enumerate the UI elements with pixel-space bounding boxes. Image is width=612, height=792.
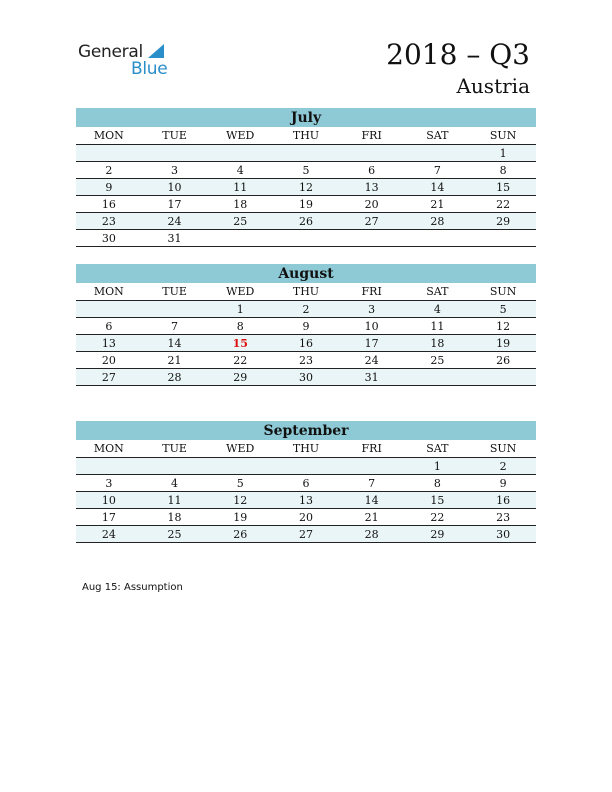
week-row (76, 526, 536, 543)
weekday-header: SAT (405, 127, 471, 145)
weekday-header: MON (76, 440, 142, 458)
day-cell: 11 (405, 318, 471, 335)
day-cell: 23 (273, 352, 339, 369)
month-calendar-september (76, 421, 536, 543)
day-cell: 30 (273, 369, 339, 386)
day-cell: 12 (207, 492, 273, 509)
day-cell: 20 (76, 352, 142, 369)
day-cell: 13 (339, 179, 405, 196)
day-cell: 11 (142, 492, 208, 509)
day-cell: 17 (339, 335, 405, 352)
weekday-header: SUN (470, 127, 536, 145)
day-cell: 29 (470, 213, 536, 230)
logo-word-blue: Blue (131, 59, 168, 79)
day-cell: 27 (339, 213, 405, 230)
day-cell: 1 (405, 458, 471, 475)
day-cell: 16 (273, 335, 339, 352)
logo-word-general: General (78, 42, 143, 62)
weekday-header: SUN (470, 283, 536, 301)
day-cell: 5 (470, 301, 536, 318)
weekday-header: FRI (339, 440, 405, 458)
day-cell (470, 230, 536, 247)
week-row (76, 196, 536, 213)
day-cell: 2 (76, 162, 142, 179)
weekday-header: THU (273, 283, 339, 301)
weekday-header: SAT (405, 283, 471, 301)
week-row (76, 162, 536, 179)
week-row (76, 509, 536, 526)
day-cell: 25 (405, 352, 471, 369)
day-cell (405, 145, 471, 162)
day-cell (405, 369, 471, 386)
day-cell: 14 (339, 492, 405, 509)
day-cell: 28 (405, 213, 471, 230)
weekday-header: WED (207, 283, 273, 301)
day-cell: 4 (207, 162, 273, 179)
day-cell: 15 (470, 179, 536, 196)
day-cell: 29 (207, 369, 273, 386)
day-cell: 31 (142, 230, 208, 247)
day-cell: 24 (76, 526, 142, 543)
month-grid (76, 440, 536, 543)
day-cell: 3 (142, 162, 208, 179)
day-cell: 9 (273, 318, 339, 335)
day-cell (207, 458, 273, 475)
day-cell: 6 (339, 162, 405, 179)
holiday-day-cell: 15 (207, 335, 273, 352)
day-cell: 25 (142, 526, 208, 543)
day-cell (76, 458, 142, 475)
weekday-header: MON (76, 127, 142, 145)
day-cell (207, 145, 273, 162)
day-cell: 28 (339, 526, 405, 543)
weekday-header: WED (207, 127, 273, 145)
month-name: September (76, 421, 536, 440)
day-cell: 6 (273, 475, 339, 492)
day-cell: 22 (405, 509, 471, 526)
day-cell: 22 (207, 352, 273, 369)
day-cell (470, 369, 536, 386)
day-cell: 4 (405, 301, 471, 318)
week-row (76, 335, 536, 352)
day-cell (339, 230, 405, 247)
day-cell: 17 (142, 196, 208, 213)
day-cell (76, 301, 142, 318)
logo-triangle-icon (148, 44, 164, 58)
day-cell: 7 (142, 318, 208, 335)
month-grid (76, 283, 536, 386)
day-cell: 14 (142, 335, 208, 352)
day-cell (142, 458, 208, 475)
weekday-header: SUN (470, 440, 536, 458)
day-cell: 19 (470, 335, 536, 352)
day-cell: 5 (273, 162, 339, 179)
day-cell: 12 (470, 318, 536, 335)
weekday-header: TUE (142, 440, 208, 458)
day-cell: 4 (142, 475, 208, 492)
day-cell: 28 (142, 369, 208, 386)
day-cell (142, 145, 208, 162)
day-cell: 24 (142, 213, 208, 230)
day-cell: 6 (76, 318, 142, 335)
day-cell: 20 (273, 509, 339, 526)
day-cell: 8 (405, 475, 471, 492)
weekday-header: THU (273, 440, 339, 458)
day-cell: 20 (339, 196, 405, 213)
day-cell: 31 (339, 369, 405, 386)
day-cell: 23 (470, 509, 536, 526)
day-cell: 30 (76, 230, 142, 247)
day-cell (339, 145, 405, 162)
country-name: Austria (456, 74, 530, 98)
day-cell: 21 (142, 352, 208, 369)
holiday-note: Aug 15: Assumption (82, 582, 183, 593)
day-cell: 7 (339, 475, 405, 492)
day-cell: 7 (405, 162, 471, 179)
day-cell: 21 (339, 509, 405, 526)
week-row (76, 213, 536, 230)
day-cell (273, 145, 339, 162)
week-row (76, 145, 536, 162)
week-row (76, 492, 536, 509)
day-cell: 18 (405, 335, 471, 352)
day-cell: 9 (470, 475, 536, 492)
page-title: 2018 – Q3 (386, 38, 530, 71)
day-cell: 2 (273, 301, 339, 318)
day-cell (273, 458, 339, 475)
day-cell: 3 (76, 475, 142, 492)
week-row (76, 352, 536, 369)
day-cell: 13 (273, 492, 339, 509)
day-cell (273, 230, 339, 247)
weekday-header: SAT (405, 440, 471, 458)
day-cell: 16 (470, 492, 536, 509)
week-row (76, 369, 536, 386)
day-cell: 12 (273, 179, 339, 196)
month-name: July (76, 108, 536, 127)
day-cell (405, 230, 471, 247)
day-cell: 8 (470, 162, 536, 179)
day-cell (339, 458, 405, 475)
month-name: August (76, 264, 536, 283)
day-cell: 19 (207, 509, 273, 526)
week-row (76, 230, 536, 247)
day-cell: 5 (207, 475, 273, 492)
day-cell: 11 (207, 179, 273, 196)
day-cell: 23 (76, 213, 142, 230)
day-cell (207, 230, 273, 247)
day-cell: 26 (273, 213, 339, 230)
week-row (76, 458, 536, 475)
day-cell: 1 (207, 301, 273, 318)
month-calendar-august (76, 264, 536, 386)
week-row (76, 318, 536, 335)
day-cell: 3 (339, 301, 405, 318)
week-row (76, 179, 536, 196)
day-cell: 27 (273, 526, 339, 543)
general-blue-logo (78, 42, 178, 78)
day-cell: 24 (339, 352, 405, 369)
month-grid (76, 127, 536, 247)
week-row (76, 475, 536, 492)
day-cell: 13 (76, 335, 142, 352)
day-cell: 10 (339, 318, 405, 335)
day-cell: 16 (76, 196, 142, 213)
day-cell: 15 (405, 492, 471, 509)
day-cell: 10 (76, 492, 142, 509)
day-cell: 14 (405, 179, 471, 196)
day-cell: 9 (76, 179, 142, 196)
day-cell (76, 145, 142, 162)
day-cell (142, 301, 208, 318)
weekday-header: MON (76, 283, 142, 301)
day-cell: 21 (405, 196, 471, 213)
day-cell: 18 (207, 196, 273, 213)
weekday-header: TUE (142, 283, 208, 301)
day-cell: 2 (470, 458, 536, 475)
day-cell: 25 (207, 213, 273, 230)
month-calendar-july (76, 108, 536, 247)
day-cell: 19 (273, 196, 339, 213)
weekday-header: THU (273, 127, 339, 145)
day-cell: 30 (470, 526, 536, 543)
day-cell: 26 (470, 352, 536, 369)
day-cell: 22 (470, 196, 536, 213)
day-cell: 8 (207, 318, 273, 335)
day-cell: 10 (142, 179, 208, 196)
weekday-header: TUE (142, 127, 208, 145)
day-cell: 29 (405, 526, 471, 543)
day-cell: 17 (76, 509, 142, 526)
weekday-header: WED (207, 440, 273, 458)
week-row (76, 301, 536, 318)
day-cell: 18 (142, 509, 208, 526)
day-cell: 1 (470, 145, 536, 162)
weekday-header: FRI (339, 127, 405, 145)
day-cell: 27 (76, 369, 142, 386)
weekday-header: FRI (339, 283, 405, 301)
day-cell: 26 (207, 526, 273, 543)
